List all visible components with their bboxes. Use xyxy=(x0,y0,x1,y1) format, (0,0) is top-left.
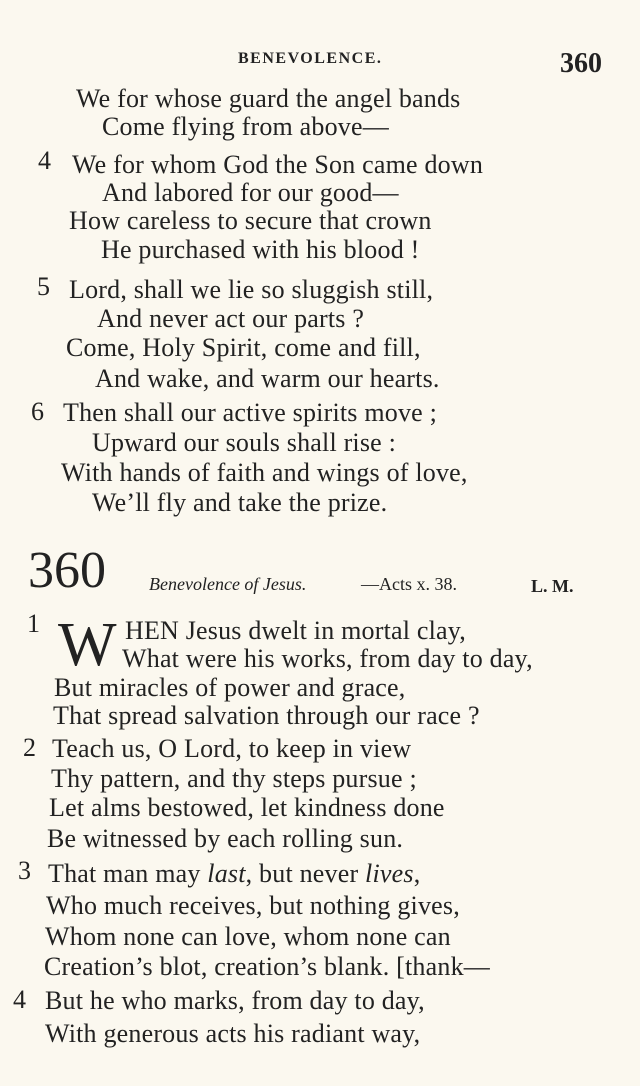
hymn-title: Benevolence of Jesus. xyxy=(149,574,307,594)
hymn-meter: L. M. xyxy=(531,576,574,596)
hymn-line: Be witnessed by each rolling sun. xyxy=(47,824,404,853)
hymn-line: Let alms bestowed, let kindness done xyxy=(49,793,445,822)
hymn-number: 360 xyxy=(28,542,106,599)
stanza-number: 3 xyxy=(18,856,31,885)
hymn-line-mixed xyxy=(48,861,420,887)
stanza-number: 2 xyxy=(23,733,36,762)
previous-hymn-line: Come flying from above— xyxy=(102,112,389,141)
previous-hymn-line: How careless to secure that crown xyxy=(69,206,432,235)
hymn-line: But he who marks, from day to day, xyxy=(45,986,425,1015)
previous-hymn-line: We for whose guard the angel bands xyxy=(76,84,461,113)
hymn-line: That spread salvation through our race ? xyxy=(53,701,480,730)
previous-hymn-line: With hands of faith and wings of love, xyxy=(61,458,468,487)
page-number: 360 xyxy=(560,48,602,79)
previous-hymn-line: And never act our parts ? xyxy=(97,304,365,333)
stanza-number: 1 xyxy=(27,609,40,638)
hymn-line: Who much receives, but nothing gives, xyxy=(46,891,460,920)
hymn-line-text: , xyxy=(413,859,421,888)
previous-hymn-line: Lord, shall we lie so sluggish still, xyxy=(69,275,434,304)
italic-word: last xyxy=(207,859,246,888)
previous-hymn-line: Then shall our active spirits move ; xyxy=(63,398,438,427)
hymn-line: With generous acts his radiant way, xyxy=(45,1019,421,1048)
previous-hymn-line: We’ll fly and take the prize. xyxy=(92,488,388,517)
italic-word: lives xyxy=(365,859,414,888)
previous-hymn-line: And wake, and warm our hearts. xyxy=(95,364,440,393)
running-title: BENEVOLENCE. xyxy=(238,50,383,67)
hymn-line-text: That man may xyxy=(48,859,208,888)
stanza-number: 5 xyxy=(37,272,50,301)
stanza-number: 6 xyxy=(31,397,44,426)
stanza-number: 4 xyxy=(38,146,51,175)
previous-hymn-line: Come, Holy Spirit, come and fill, xyxy=(66,333,421,362)
hymn-line: HEN Jesus dwelt in mortal clay, xyxy=(125,616,467,645)
hymn-reference: —Acts x. 38. xyxy=(361,574,457,594)
hymn-line: Teach us, O Lord, to keep in view xyxy=(52,734,412,763)
hymn-line: But miracles of power and grace, xyxy=(54,673,406,702)
previous-hymn-line: Upward our souls shall rise : xyxy=(92,428,397,457)
previous-hymn-line: And labored for our good— xyxy=(102,178,399,207)
hymn-line-text: , but never xyxy=(245,859,366,888)
hymn-line: Creation’s blot, creation’s blank. [thank— xyxy=(44,952,490,981)
stanza-number: 4 xyxy=(13,985,26,1014)
previous-hymn-line: We for whom God the Son came down xyxy=(72,150,484,179)
hymn-line: Thy pattern, and thy steps pursue ; xyxy=(51,764,417,793)
hymn-line: What were his works, from day to day, xyxy=(122,644,533,673)
previous-hymn-line: He purchased with his blood ! xyxy=(101,235,420,264)
drop-cap: W xyxy=(58,611,117,679)
hymn-line: Whom none can love, whom none can xyxy=(45,922,451,951)
